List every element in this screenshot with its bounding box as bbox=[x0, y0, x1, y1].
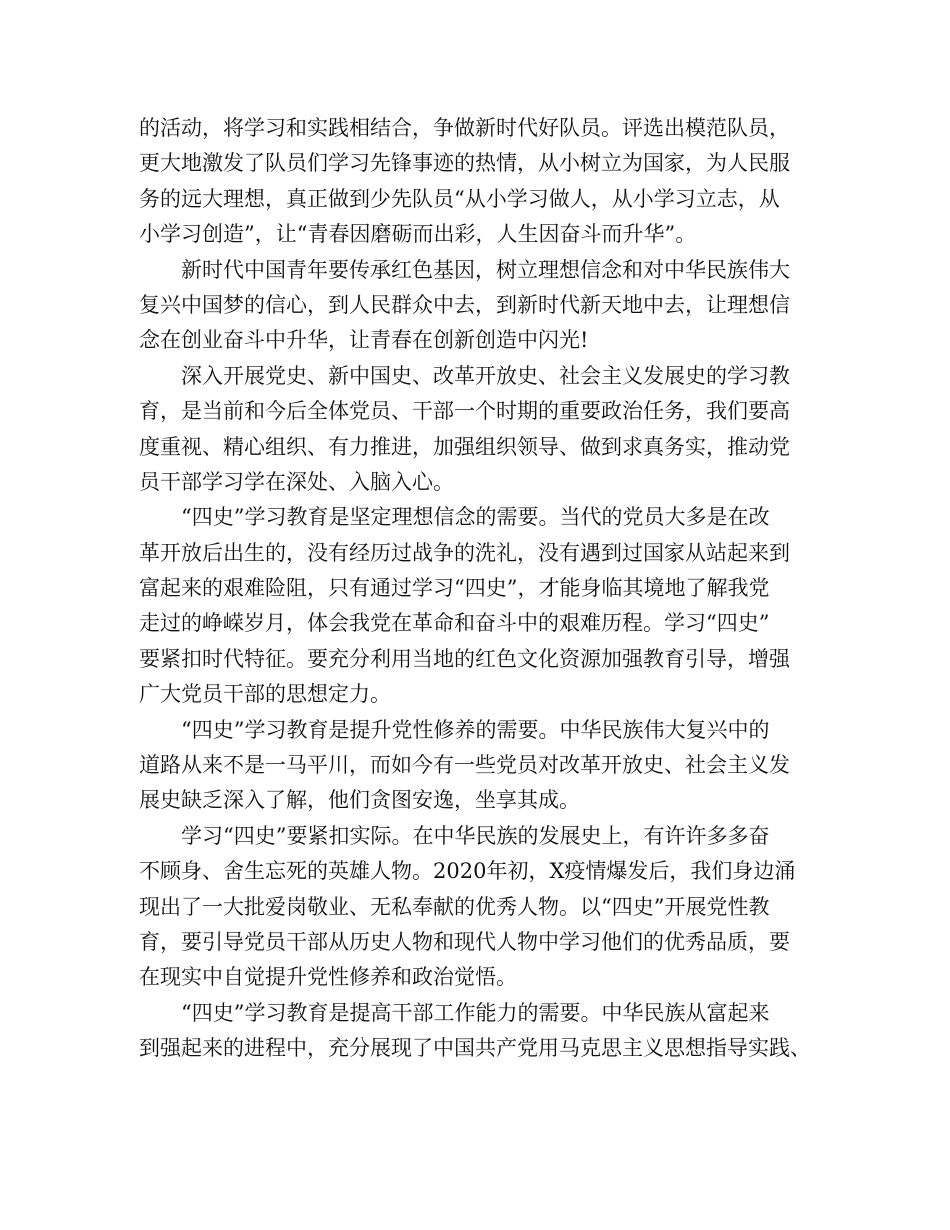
text-line: 到强起来的进程中，充分展现了中国共产党用马克思主义思想指导实践、 bbox=[139, 1036, 811, 1061]
paragraph-first-line: “四史”学习教育是提高干部工作能力的需要。中华民族从富起来 bbox=[181, 1000, 770, 1025]
text-line: 不顾身、舍生忘死的英雄人物。2020年初，X疫情爆发后，我们身边涌 bbox=[139, 859, 796, 884]
paragraph-first-line: 新时代中国青年要传承红色基因，树立理想信念和对中华民族伟大 bbox=[181, 257, 790, 282]
text-line: 要紧扣时代特征。要充分利用当地的红色文化资源加强教育引导，增强 bbox=[139, 646, 790, 671]
text-line: 育，要引导党员干部从历史人物和现代人物中学习他们的优秀品质，要 bbox=[139, 929, 790, 954]
text-line: 念在创业奋斗中升华，让青春在创新创造中闪光! bbox=[139, 328, 589, 353]
text-line: 广大党员干部的思想定力。 bbox=[139, 682, 391, 707]
text-line: 度重视、精心组织、有力推进，加强组织领导、做到求真务实，推动党 bbox=[139, 434, 790, 459]
paragraph-first-line: 学习“四史”要紧扣实际。在中华民族的发展史上，有许许多多奋 bbox=[181, 823, 770, 848]
text-line: 复兴中国梦的信心，到人民群众中去，到新时代新天地中去，让理想信 bbox=[139, 292, 790, 317]
text-line: 富起来的艰难险阻，只有通过学习“四史”，才能身临其境地了解我党 bbox=[139, 576, 770, 601]
text-line: 员干部学习学在深处、入脑入心。 bbox=[139, 469, 454, 494]
text-line: 更大地激发了队员们学习先锋事迹的热情，从小树立为国家，为人民服 bbox=[139, 151, 790, 176]
text-line: 在现实中自觉提升党性修养和政治觉悟。 bbox=[139, 965, 517, 990]
text-line: 走过的峥嵘岁月，体会我党在革命和奋斗中的艰难历程。学习“四史” bbox=[139, 611, 770, 636]
text-line: 革开放后出生的，没有经历过战争的洗礼，没有遇到过国家从站起来到 bbox=[139, 540, 790, 565]
text-line: 现出了一大批爱岗敬业、无私奉献的优秀人物。以“四史”开展党性教 bbox=[139, 894, 770, 919]
paragraph-first-line: 深入开展党史、新中国史、改革开放史、社会主义发展史的学习教 bbox=[181, 363, 790, 388]
text-line: 小学习创造”，让“青春因磨砺而出彩，人生因奋斗而升华”。 bbox=[139, 222, 697, 247]
paragraph-first-line: “四史”学习教育是坚定理想信念的需要。当代的党员大多是在改 bbox=[181, 505, 770, 530]
document-body bbox=[139, 111, 819, 1067]
text-line: 务的远大理想，真正做到少先队员“从小学习做人，从小学习立志，从 bbox=[139, 186, 780, 211]
text-line: 道路从来不是一马平川，而如今有一些党员对改革开放史、社会主义发 bbox=[139, 753, 790, 778]
paragraph-first-line: “四史”学习教育是提升党性修养的需要。中华民族伟大复兴中的 bbox=[181, 717, 770, 742]
text-line: 展史缺乏深入了解，他们贪图安逸，坐享其成。 bbox=[139, 788, 580, 813]
text-line: 育，是当前和今后全体党员、干部一个时期的重要政治任务，我们要高 bbox=[139, 399, 790, 424]
text-line: 的活动，将学习和实践相结合，争做新时代好队员。评选出模范队员， bbox=[139, 116, 790, 140]
